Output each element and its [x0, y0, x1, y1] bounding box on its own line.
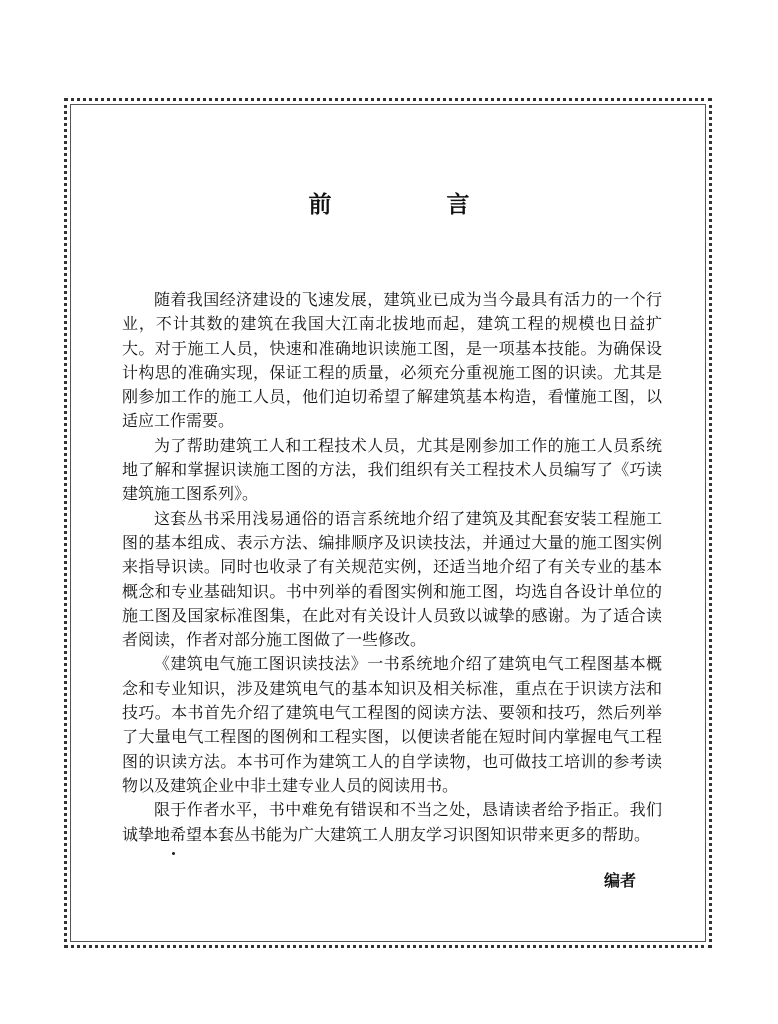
ink-dot	[172, 852, 175, 855]
preface-body	[122, 288, 662, 847]
paragraph-5: 限于作者水平，书中难免有错误和不当之处，恳请读者给予指正。我们诚挚地希望本套丛书能为广大建筑工人朋友学习识图知识带来更多的帮助。	[122, 800, 662, 844]
page-title: 前 言	[308, 192, 516, 218]
signature: 编者	[604, 871, 637, 890]
paragraph-3: 这套丛书采用浅易通俗的语言系统地介绍了建筑及其配套安装工程施工图的基本组成、表示方法、编排顺序及识读技法，并通过大量的施工图实例来指导识读。同时也收录了有关规范实例，还适当地介绍了有关专业的基本概念和专业基础知识。书中列举的看图实例和施工图，均选自各设计单位的施工图及国家标准图集，在此对有关设计人员致以诚挚的感谢。为了适合读者阅读，作者对部分施工图做了一些修改。	[122, 508, 662, 650]
paragraph-4: 《建筑电气施工图识读技法》一书系统地介绍了建筑电气工程图基本概念和专业知识，涉及建筑电气的基本知识及相关标准，重点在于识读方法和技巧。本书首先介绍了建筑电气工程图的阅读方法、要领和技巧，然后列举了大量电气工程图的图例和工程实图，以便读者能在短时间内掌握电气工程图的识读方法。本书可作为建筑工人的自学读物，也可做技工培训的参考读物以及建筑企业中非土建专业人员的阅读用书。	[122, 654, 662, 795]
paragraph-1: 随着我国经济建设的飞速发展，建筑业已成为当今最具有活力的一个行业，不计其数的建筑在我国大江南北拔地而起，建筑工程的规模也日益扩大。对于施工人员，快速和准确地识读施工图，是一项基本技能。为确保设计构思的准确实现，保证工程的质量，必须充分重视施工图的识读。尤其是刚参加工作的施工人员，他们迫切希望了解建筑基本构造，看懂施工图，以适应工作需要。	[122, 290, 662, 431]
paragraph-2: 为了帮助建筑工人和工程技术人员，尤其是刚参加工作的施工人员系统地了解和掌握识读施工图的方法，我们组织有关工程技术人员编写了《巧读建筑施工图系列》。	[122, 435, 662, 504]
